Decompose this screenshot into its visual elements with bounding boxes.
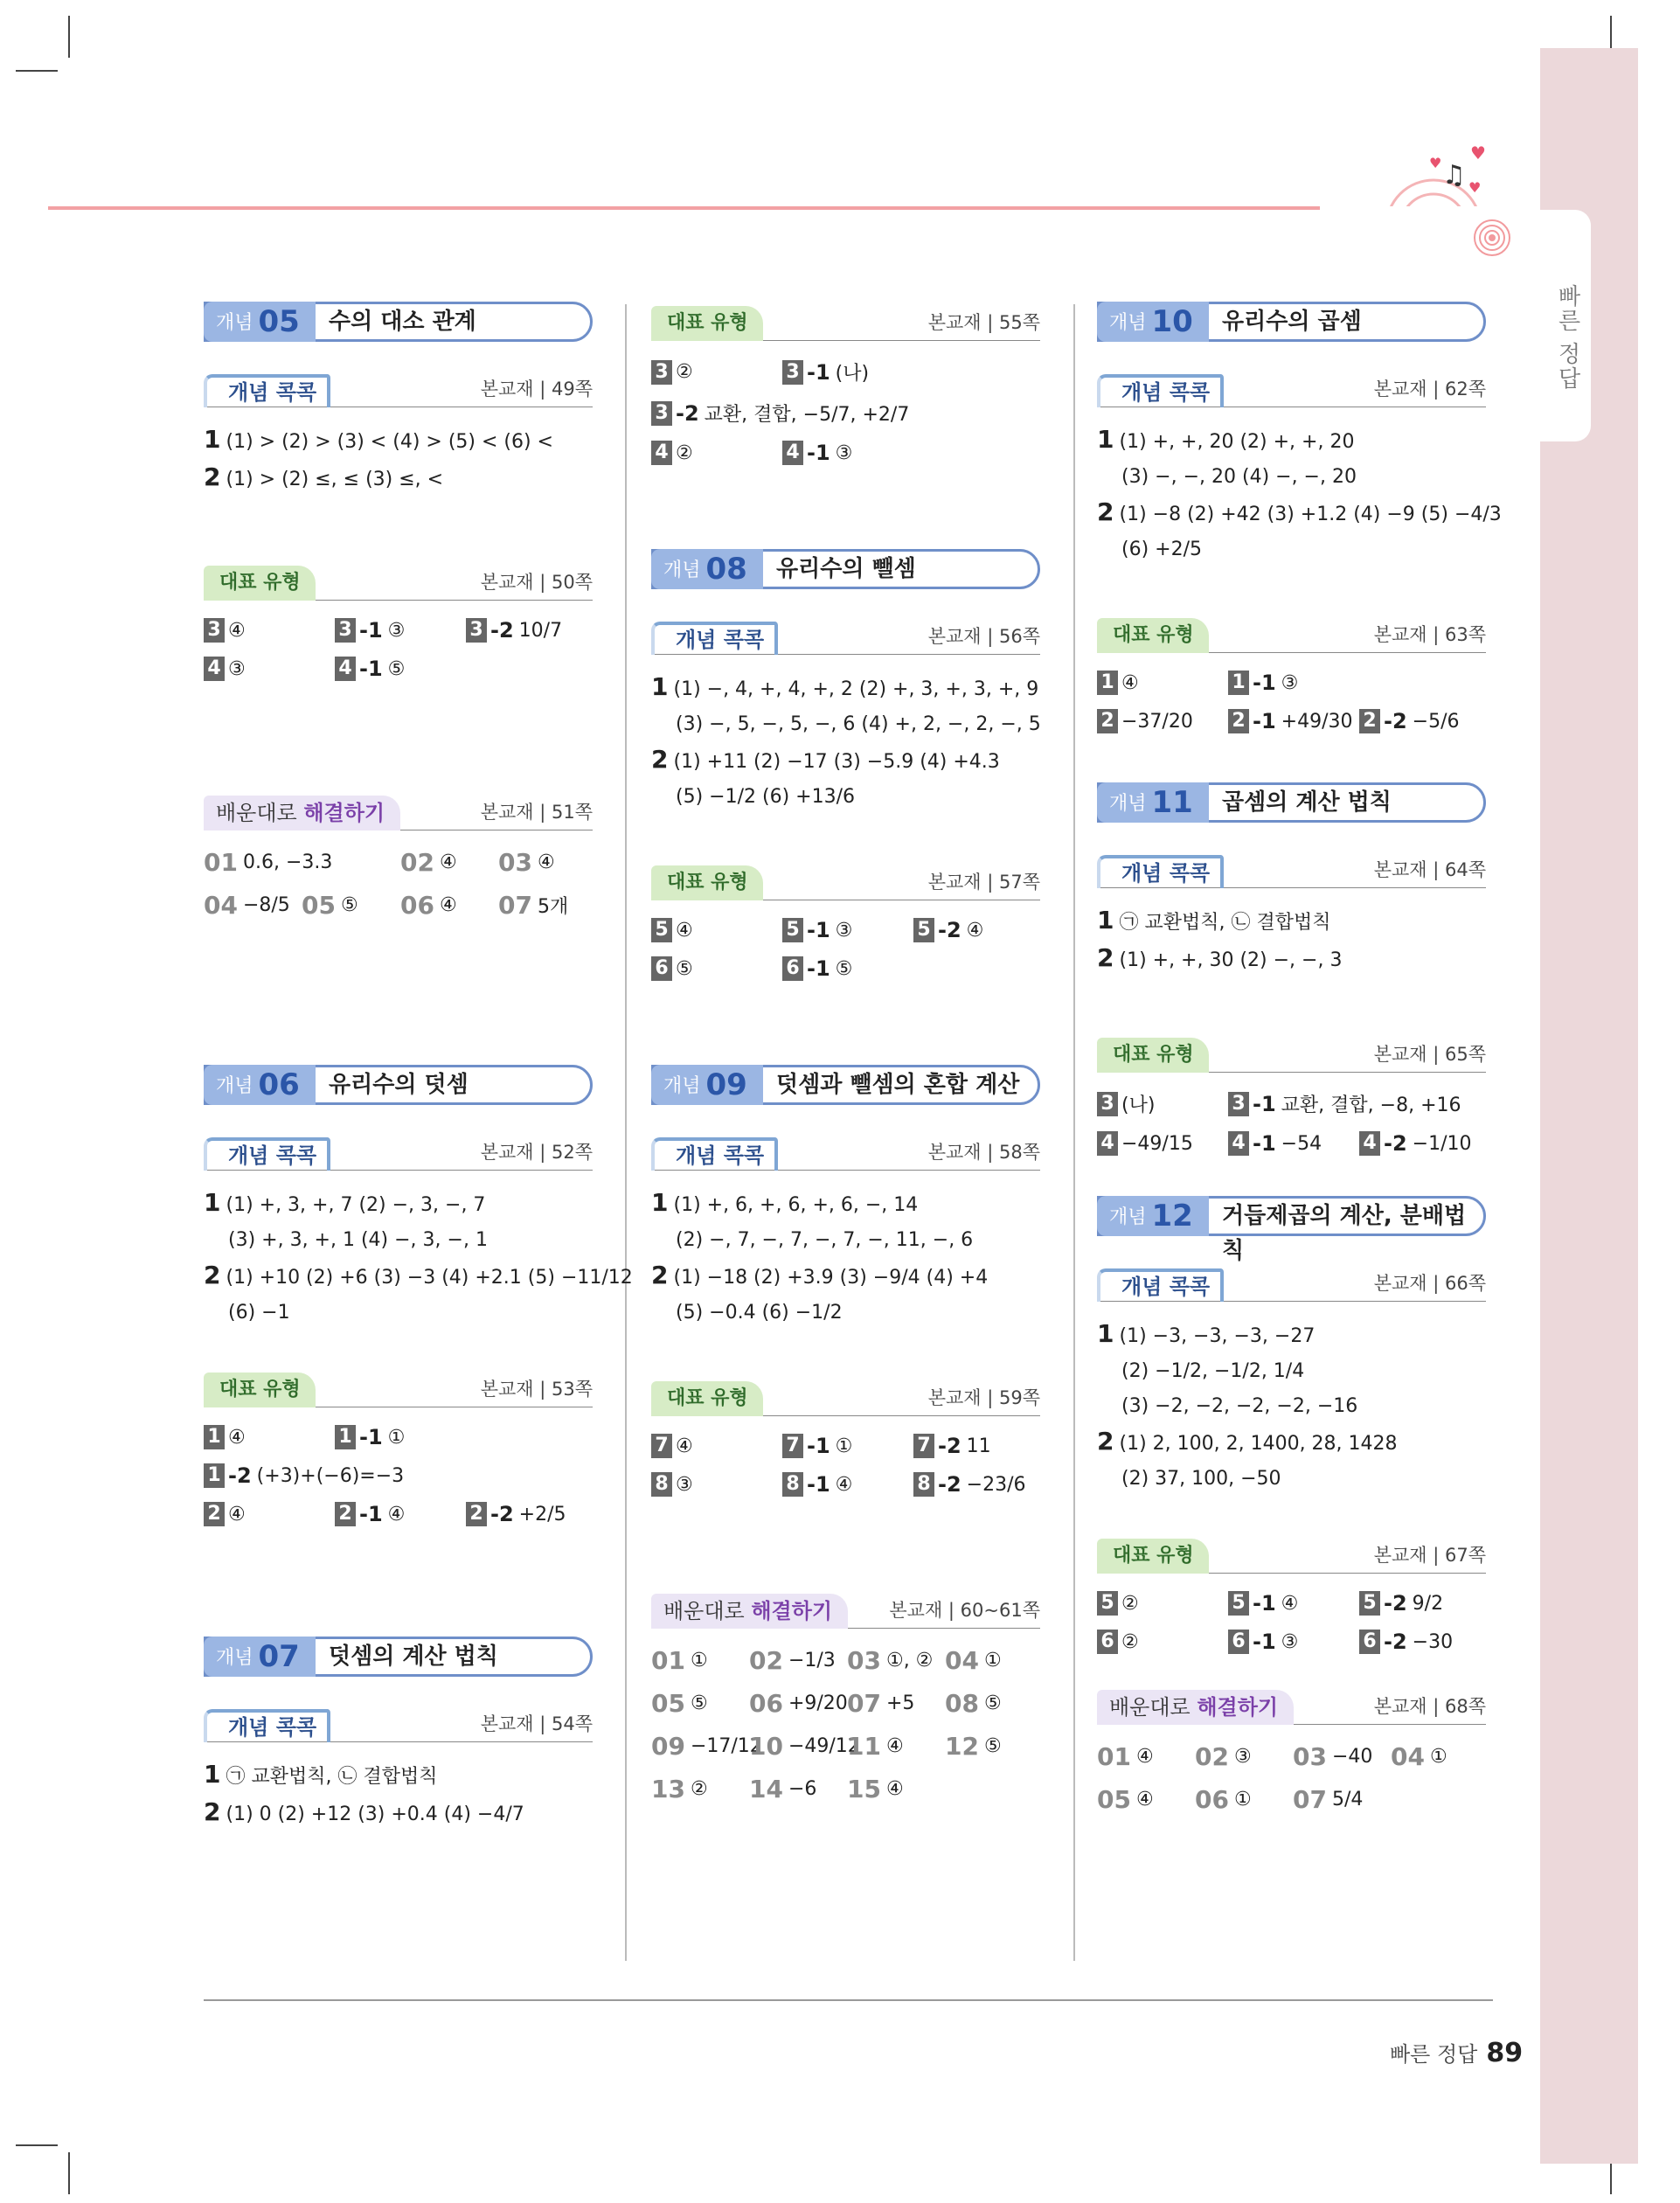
answer-line: 2 (1) > (2) ≤, ≤ (3) ≤, <	[204, 462, 444, 491]
gaenyeom-kokkok-label: 개념 콕콕	[204, 1137, 330, 1171]
section-header	[204, 1368, 593, 1407]
concept-11-header: 개념 11 곱셈의 계산 법칙	[1097, 782, 1486, 823]
concept-title: 덧셈의 계산 법칙	[329, 1644, 498, 1670]
answer-line: 1 (1) +, 3, +, 7 (2) −, 3, −, 7	[204, 1188, 486, 1217]
answer-row: 3 (나) 3 -1 교환, 결합, −8, +16	[1097, 1090, 1486, 1117]
daepyo-yuhyeong-label: 대표 유형	[651, 1381, 763, 1416]
textbook-ref: 본교재 | 55쪽	[927, 312, 1040, 333]
section-header	[1097, 1534, 1486, 1574]
concept-title: 곱셈의 계산 법칙	[1222, 789, 1392, 816]
concept-12-header: 개념 12 거듭제곱의 계산, 분배법칙	[1097, 1196, 1486, 1236]
concept-06-header: 개념 06 유리수의 덧셈	[204, 1065, 593, 1105]
column-1	[204, 302, 633, 1835]
concept-number: 08	[705, 552, 747, 587]
answer-row: 5 ② 5 -1 ④ 5 -2 9/2	[1097, 1591, 1486, 1616]
section-header	[1097, 1685, 1486, 1725]
answer-line: 1 ㉠ 교환법칙, ㉡ 결합법칙	[1097, 906, 1331, 935]
answer-line: (2) −, 7, −, 7, −, 7, −, 11, −, 6	[676, 1229, 974, 1251]
baeundaero-label: 배운대로 해결하기	[204, 796, 400, 830]
answer-row: 3 ② 3 -1 (나)	[651, 358, 1040, 386]
textbook-ref: 본교재 | 67쪽	[1373, 1545, 1486, 1566]
answer-row: 04 −8/5 05 ⑤ 06 ④ 07 5개	[204, 891, 569, 920]
section-header	[651, 1131, 1040, 1171]
footer-rule	[204, 1999, 1493, 2001]
textbook-ref: 본교재 | 54쪽	[480, 1713, 593, 1734]
textbook-ref: 본교재 | 51쪽	[480, 802, 593, 823]
crop-mark	[16, 2144, 58, 2146]
answer-row: 3 ④ 3 -1 ③ 3 -2 10/7	[204, 618, 593, 643]
answer-line: 2 (1) +10 (2) +6 (3) −3 (4) +2.1 (5) −11/12	[204, 1261, 633, 1289]
footer-label: 빠른 정답	[1390, 2042, 1478, 2067]
header-decoration-icon	[1320, 131, 1538, 271]
gaenyeom-kokkok-label: 개념 콕콕	[1097, 855, 1224, 888]
page-footer	[1390, 2037, 1523, 2068]
concept-number: 12	[1151, 1199, 1193, 1234]
answer-row: 4 −49/15 4 -1 −54 4 -2 −1/10	[1097, 1131, 1486, 1156]
answer-line: (2) −1/2, −1/2, 1/4	[1121, 1360, 1305, 1382]
answer-line: (5) −1/2 (6) +13/6	[676, 786, 855, 808]
section-header	[204, 1703, 593, 1742]
textbook-ref: 본교재 | 53쪽	[480, 1379, 593, 1400]
answer-line: (3) −, −, 20 (4) −, −, 20	[1121, 466, 1357, 488]
daepyo-yuhyeong-label: 대표 유형	[1097, 1038, 1209, 1073]
section-header	[204, 368, 593, 407]
textbook-ref: 본교재 | 58쪽	[927, 1142, 1040, 1163]
column-separator	[625, 304, 627, 1961]
concept-number: 05	[258, 304, 300, 339]
gaenyeom-kokkok-label: 개념 콕콕	[1097, 374, 1224, 407]
section-header	[1097, 368, 1486, 407]
answer-line: (3) −2, −2, −2, −2, −16	[1121, 1395, 1358, 1417]
answer-line: 1 (1) +, 6, +, 6, +, 6, −, 14	[651, 1188, 919, 1217]
answer-line: (3) −, 5, −, 5, −, 6 (4) +, 2, −, 2, −, 5	[676, 713, 1041, 735]
answer-line: (5) −0.4 (6) −1/2	[676, 1302, 843, 1324]
gaenyeom-kokkok-label: 개념 콕콕	[204, 374, 330, 407]
daepyo-yuhyeong-label: 대표 유형	[651, 865, 763, 900]
answer-line: 2 (1) −18 (2) +3.9 (3) −9/4 (4) +4	[651, 1261, 989, 1289]
textbook-ref: 본교재 | 64쪽	[1373, 859, 1486, 880]
concept-number: 11	[1151, 785, 1193, 820]
daepyo-yuhyeong-label: 대표 유형	[204, 566, 316, 601]
answer-line: 2 (1) 2, 100, 2, 1400, 28, 1428	[1097, 1427, 1398, 1456]
concept-title: 수의 대소 관계	[329, 309, 476, 335]
gaenyeom-kokkok-label: 개념 콕콕	[651, 622, 778, 655]
answer-row: 4 ② 4 -1 ③	[651, 441, 1040, 465]
textbook-ref: 본교재 | 52쪽	[480, 1142, 593, 1163]
section-header	[204, 1131, 593, 1171]
answer-line: 1 (1) +, +, 20 (2) +, +, 20	[1097, 425, 1355, 454]
textbook-ref: 본교재 | 68쪽	[1373, 1696, 1486, 1717]
textbook-ref: 본교재 | 59쪽	[927, 1387, 1040, 1408]
answer-row: 13 ② 14 −6 15 ④	[651, 1775, 904, 1803]
answer-row: 1 -2 (+3)+(−6)=−3	[204, 1463, 593, 1488]
answer-row: 6 ② 6 -1 ③ 6 -2 −30	[1097, 1630, 1486, 1654]
concept-number: 10	[1151, 304, 1193, 339]
answer-row: 6 ⑤ 6 -1 ⑤	[651, 956, 1040, 981]
baeundaero-label: 배운대로 해결하기	[651, 1594, 848, 1629]
answer-line: (6) +2/5	[1121, 539, 1202, 560]
section-header	[204, 561, 593, 601]
section-header	[651, 1377, 1040, 1416]
answer-line: 1 (1) > (2) > (3) < (4) > (5) < (6) <	[204, 425, 553, 454]
concept-10-header: 개념 10 유리수의 곱셈	[1097, 302, 1486, 342]
section-header	[1097, 614, 1486, 653]
page-number: 89	[1486, 2038, 1524, 2068]
answer-row: 2 ④ 2 -1 ④ 2 -2 +2/5	[204, 1502, 593, 1526]
answer-row: 05 ⑤ 06 +9/20 07 +5 08 ⑤	[651, 1689, 1002, 1718]
answer-row: 01 0.6, −3.3 02 ④ 03 ④	[204, 848, 555, 877]
concept-label: 개념	[216, 312, 253, 334]
svg-text:♥: ♥	[1470, 142, 1486, 163]
section-header	[1097, 1033, 1486, 1073]
concept-title: 유리수의 덧셈	[329, 1072, 469, 1098]
column-2	[651, 302, 1040, 1817]
answer-row: 09 −17/12 10 −49/12 11 ④ 12 ⑤	[651, 1732, 1002, 1761]
section-header	[1097, 849, 1486, 888]
gaenyeom-kokkok-label: 개념 콕콕	[651, 1137, 778, 1171]
concept-05-header	[204, 302, 593, 342]
answer-row: 3 -2 교환, 결합, −5/7, +2/7	[651, 400, 1040, 427]
column-3	[1097, 302, 1502, 1828]
textbook-ref: 본교재 | 66쪽	[1373, 1273, 1486, 1294]
textbook-ref: 본교재 | 60~61쪽	[889, 1600, 1040, 1621]
textbook-ref: 본교재 | 49쪽	[480, 379, 593, 400]
section-header	[1097, 1262, 1486, 1302]
column-separator	[1073, 304, 1075, 1961]
answer-line: (3) +, 3, +, 1 (4) −, 3, −, 1	[228, 1229, 488, 1251]
answer-row: 4 ③ 4 -1 ⑤	[204, 657, 593, 681]
concept-number: 06	[258, 1067, 300, 1102]
section-header	[204, 791, 593, 830]
textbook-ref: 본교재 | 56쪽	[927, 626, 1040, 647]
answer-row: 1 ④ 1 -1 ①	[204, 1425, 593, 1449]
daepyo-yuhyeong-label: 대표 유형	[204, 1373, 316, 1407]
answer-row: 05 ④ 06 ① 07 5/4	[1097, 1785, 1364, 1814]
answer-row: 8 ③ 8 -1 ④ 8 -2 −23/6	[651, 1472, 1040, 1497]
answer-line: 2 (1) +, +, 30 (2) −, −, 3	[1097, 943, 1343, 972]
side-tab-label: 빠른 정답	[1554, 284, 1580, 392]
gaenyeom-kokkok-label: 개념 콕콕	[204, 1709, 330, 1742]
concept-title: 유리수의 곱셈	[1222, 309, 1362, 335]
answer-line: 2 (1) +11 (2) −17 (3) −5.9 (4) +4.3	[651, 745, 1000, 774]
answer-line: 2 (1) 0 (2) +12 (3) +0.4 (4) −4/7	[204, 1797, 524, 1826]
answer-row: 2 −37/20 2 -1 +49/30 2 -2 −5/6	[1097, 709, 1486, 733]
svg-text:♥: ♥	[1429, 155, 1442, 171]
concept-title: 덧셈과 뺄셈의 혼합 계산	[776, 1072, 1020, 1098]
section-header	[651, 1589, 1040, 1629]
concept-title: 거듭제곱의 계산, 분배법칙	[1222, 1203, 1467, 1264]
section-header	[651, 615, 1040, 655]
textbook-ref: 본교재 | 63쪽	[1373, 624, 1486, 645]
section-header	[651, 302, 1040, 341]
answer-row: 01 ① 02 −1/3 03 ①, ② 04 ①	[651, 1646, 1002, 1675]
header-rule	[48, 206, 1538, 210]
concept-title: 유리수의 뺄셈	[776, 556, 916, 582]
crop-mark	[16, 70, 58, 72]
answer-row: 1 ④ 1 -1 ③	[1097, 671, 1486, 695]
textbook-ref: 본교재 | 62쪽	[1373, 379, 1486, 400]
daepyo-yuhyeong-label: 대표 유형	[1097, 1539, 1209, 1574]
answer-row: 01 ④ 02 ③ 03 −40 04 ①	[1097, 1742, 1447, 1771]
answer-line: 1 ㉠ 교환법칙, ㉡ 결합법칙	[204, 1760, 438, 1789]
section-header	[651, 861, 1040, 900]
concept-09-header: 개념 09 덧셈과 뺄셈의 혼합 계산	[651, 1065, 1040, 1105]
textbook-ref: 본교재 | 65쪽	[1373, 1044, 1486, 1065]
svg-text:♫: ♫	[1442, 160, 1466, 191]
daepyo-yuhyeong-label: 대표 유형	[1097, 618, 1209, 653]
answer-row: 7 ④ 7 -1 ① 7 -2 11	[651, 1434, 1040, 1458]
concept-number: 09	[705, 1067, 747, 1102]
textbook-ref: 본교재 | 50쪽	[480, 572, 593, 593]
crop-mark	[68, 16, 70, 58]
crop-mark	[68, 2152, 70, 2194]
concept-07-header: 개념 07 덧셈의 계산 법칙	[204, 1637, 593, 1677]
answer-line: (6) −1	[228, 1302, 290, 1324]
answer-line: (2) 37, 100, −50	[1121, 1468, 1281, 1490]
baeundaero-label: 배운대로 해결하기	[1097, 1690, 1294, 1725]
concept-08-header: 개념 08 유리수의 뺄셈	[651, 549, 1040, 589]
answer-line: 1 (1) −, 4, +, 4, +, 2 (2) +, 3, +, 3, +, 9	[651, 672, 1039, 701]
answer-line: 1 (1) −3, −3, −3, −27	[1097, 1319, 1316, 1348]
answer-line: 2 (1) −8 (2) +42 (3) +1.2 (4) −9 (5) −4/3	[1097, 497, 1502, 526]
gaenyeom-kokkok-label: 개념 콕콕	[1097, 1268, 1224, 1302]
concept-number: 07	[258, 1639, 300, 1674]
textbook-ref: 본교재 | 57쪽	[927, 872, 1040, 893]
answer-row: 5 ④ 5 -1 ③ 5 -2 ④	[651, 918, 1040, 942]
daepyo-yuhyeong-label: 대표 유형	[651, 306, 763, 341]
svg-text:♥: ♥	[1468, 179, 1482, 196]
